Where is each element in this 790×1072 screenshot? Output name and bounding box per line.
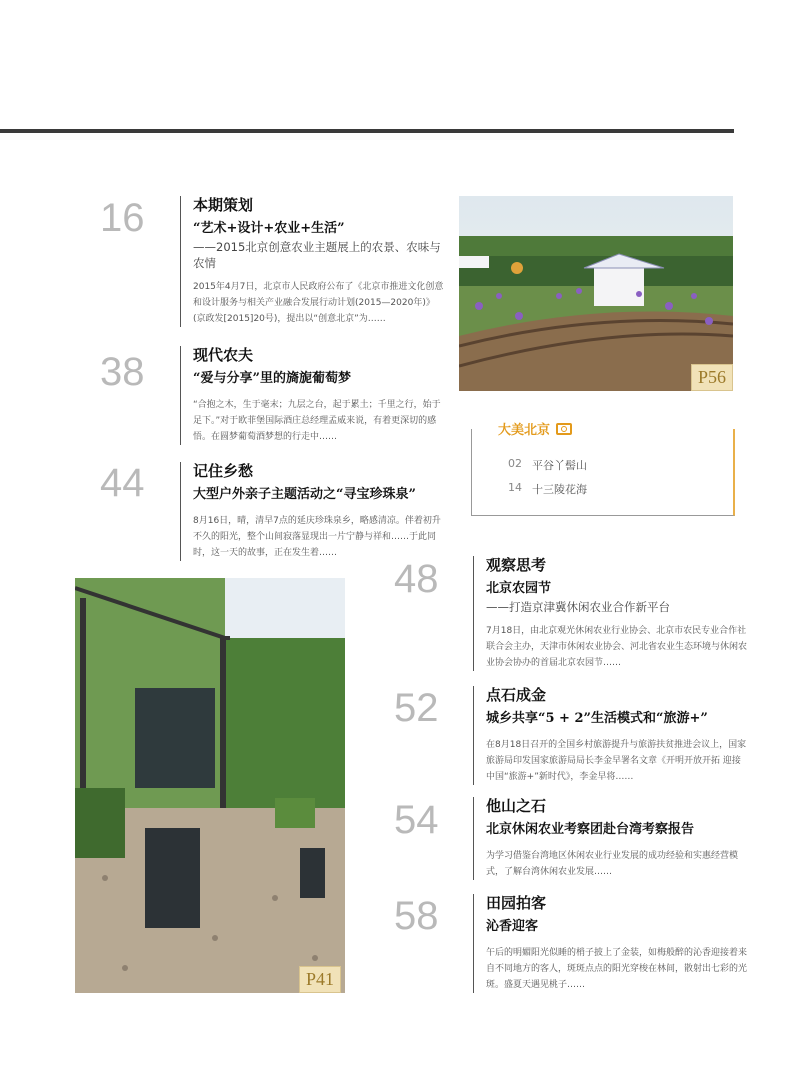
railway-garden-image (459, 196, 733, 391)
description: 午后的明媚阳光似睡的梢子披上了金装，如梅般醉的沁香迎接着来自不同地方的客人，斑斑点点的阳光穿梭在林间，散射出七彩的光斑。盛夏天遇见桃子…… (486, 948, 748, 990)
toc-entry[interactable] (473, 797, 748, 880)
camera-icon (556, 423, 572, 435)
beijing-title-text: 大美北京 (498, 423, 551, 438)
beijing-item[interactable] (508, 457, 587, 473)
headline: 北京农园节 (486, 581, 552, 596)
toc-entry[interactable] (180, 196, 445, 327)
page-number: 58 (394, 894, 439, 938)
headline: 北京休闲农业考察团赴台湾考察报告 (486, 822, 695, 837)
section-title: 观察思考 (486, 556, 547, 574)
beijing-item-label: 十三陵花海 (532, 483, 587, 496)
description: 2015年4月7日，北京市人民政府公布了《北京市推进文化创意和设计服务与相关产业融合发展行动计划(2015—2020年)》(京政发[2015]20号)，提出以“创意北京”为…… (193, 282, 444, 324)
toc-entry[interactable] (473, 686, 748, 785)
beijing-item[interactable] (508, 481, 587, 497)
railway-garden-photo (459, 196, 733, 391)
subhead: ——2015北京创意农业主题展上的农景、农味与农情 (193, 240, 441, 270)
section-title: 现代农夫 (193, 346, 254, 364)
page-tag: P56 (691, 364, 733, 391)
subhead: ——打造京津冀休闲农业合作新平台 (486, 600, 670, 614)
pergola-garden-photo (75, 578, 345, 993)
headline: “爱与分享”里的旖旎葡萄梦 (193, 371, 351, 386)
section-title: 记住乡愁 (193, 462, 254, 480)
section-title: 田园拍客 (486, 894, 547, 912)
toc-entry[interactable] (180, 346, 445, 445)
page-number: 54 (394, 798, 439, 842)
description: 8月16日，晴，清早7点的延庆珍珠泉乡，略感清凉。伴着初升不久的阳光，整个山间寂落显现出一片宁静与祥和……于此同时，这一天的故事，正在发生着…… (193, 516, 441, 558)
page-number: 48 (394, 557, 439, 601)
page-number: 52 (394, 686, 439, 730)
toc-entry[interactable] (473, 556, 748, 671)
page-tag: P41 (299, 966, 341, 993)
beijing-item-number: 02 (508, 457, 522, 470)
headline: 沁香迎客 (486, 919, 539, 934)
toc-entry[interactable] (180, 462, 445, 561)
page-number: 38 (100, 350, 145, 394)
beijing-box (471, 423, 735, 516)
page-number: 44 (100, 461, 145, 505)
description: 7月18日，由北京观光休闲农业行业协会、北京市农民专业合作社联合会主办，天津市休闲农业协会、河北省农业生态环境与休闲农业协会协办的首届北京农园节…… (486, 626, 748, 668)
pergola-garden-image (75, 578, 345, 993)
page-number: 16 (100, 196, 145, 240)
description: “合抱之木，生于毫末；九层之台，起于累土；千里之行，始于足下。”对于欧菲堡国际酒庄总经理孟威来说，有着更深切的感悟。在圆梦葡萄酒梦想的行走中…… (193, 400, 441, 442)
section-title: 点石成金 (486, 686, 547, 704)
beijing-item-label: 平谷丫髻山 (532, 459, 587, 472)
headline: 大型户外亲子主题活动之“寻宝珍珠泉” (193, 487, 416, 502)
beijing-title (492, 419, 578, 438)
top-rule (0, 129, 734, 133)
beijing-item-number: 14 (508, 481, 522, 494)
headline: 城乡共享“5 + 2”生活模式和“旅游+” (486, 711, 708, 726)
toc-entry[interactable] (473, 894, 748, 993)
description: 在8月18日召开的全国乡村旅游提升与旅游扶贫推进会议上，国家旅游局印发国家旅游局局长李金早署名文章《开明开放开拓 迎接中国“旅游+”新时代》，李金早将…… (486, 740, 747, 782)
section-title: 本期策划 (193, 196, 254, 214)
section-title: 他山之石 (486, 797, 547, 815)
description: 为学习借鉴台湾地区休闲农业行业发展的成功经验和实惠经营模式，了解台湾休闲农业发展…… (486, 851, 739, 877)
headline: “艺术+设计+农业+生活” (193, 221, 345, 236)
